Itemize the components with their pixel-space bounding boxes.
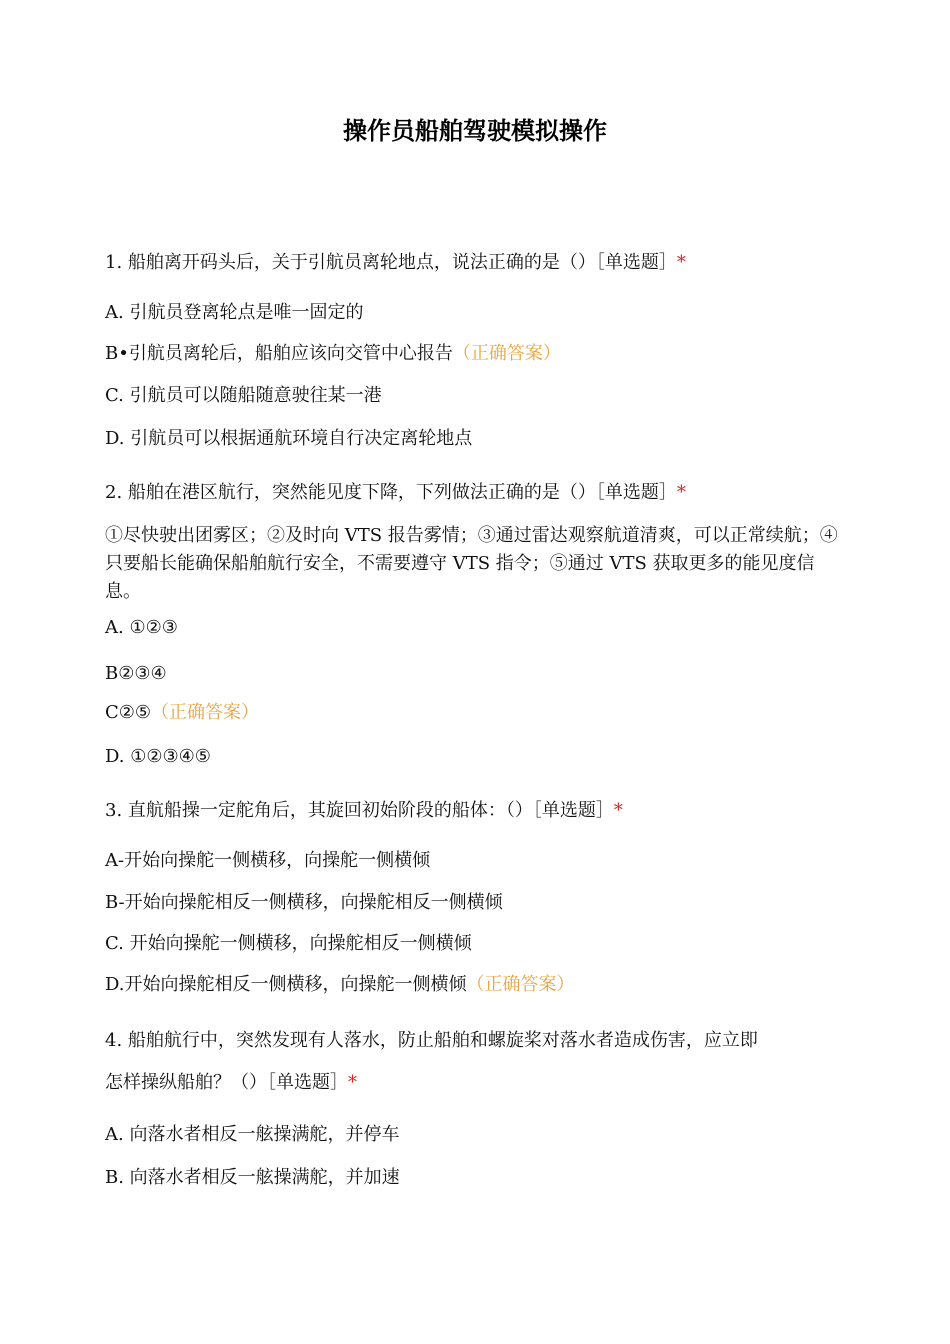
q1-option-b-text: B•引航员离轮后，船舶应该向交管中心报告: [105, 343, 453, 364]
page-title: 操作员船舶驾驶模拟操作: [343, 117, 607, 145]
q3-option-d-text: D.开始向操舵相反一侧横移，向操舵一侧横倾: [105, 974, 467, 995]
q2-option-c: [105, 699, 259, 727]
question-2: [105, 479, 686, 507]
q2-stem: ①尽快驶出团雾区；②及时向 VTS 报告雾情；③通过雷达观察航道清爽，可以正常续航；④只要船长能确保船舶航行安全，不需要遵守 VTS 指令；⑤通过 VTS 获取更多的能见度信息。: [105, 525, 838, 602]
q3-option-a: A-开始向操舵一侧横移，向操舵一侧横倾: [105, 850, 431, 871]
q1-option-c: C. 引航员可以随船随意驶往某一港: [105, 385, 382, 406]
q1-option-a: A. 引航员登离轮点是唯一固定的: [105, 302, 364, 323]
q3-option-d: [105, 971, 575, 999]
question-1-text: 1. 船舶离开码头后，关于引航员离轮地点，说法正确的是（）［单选题］: [105, 252, 677, 273]
required-star: *: [348, 1072, 357, 1093]
question-1: [105, 249, 686, 277]
q3-option-b: B-开始向操舵相反一侧横移，向操舵相反一侧横倾: [105, 892, 503, 913]
required-star: *: [676, 252, 686, 273]
q1-option-b: [105, 340, 561, 368]
question-4-line-1: 4. 船舶航行中，突然发现有人落水，防止船舶和螺旋桨对落水者造成伤害，应立即: [105, 1030, 758, 1051]
required-star: *: [676, 482, 686, 503]
q2-option-d: D. ①②③④⑤: [105, 746, 211, 767]
q2-option-b: B②③④: [105, 663, 167, 684]
q1-option-d: D. 引航员可以根据通航环境自行决定离轮地点: [105, 428, 473, 449]
q2-option-c-text: C②⑤: [105, 702, 152, 723]
correct-answer-mark: （正确答案）: [452, 343, 561, 364]
required-star: *: [613, 800, 623, 821]
q2-option-a: A. ①②③: [105, 617, 178, 638]
correct-answer-mark: （正确答案）: [466, 974, 575, 995]
q4-option-a: A. 向落水者相反一舷操满舵，并停车: [105, 1124, 400, 1145]
question-4-line-2: [105, 1069, 357, 1097]
question-2-text: 2. 船舶在港区航行，突然能见度下降，下列做法正确的是（）［单选题］: [105, 482, 677, 503]
correct-answer-mark: （正确答案）: [151, 702, 260, 723]
q3-option-c: C. 开始向操舵一侧横移，向操舵相反一侧横倾: [105, 933, 472, 954]
q4-option-b: B. 向落水者相反一舷操满舵，并加速: [105, 1167, 400, 1188]
question-3-text: 3. 直航船操一定舵角后，其旋回初始阶段的船体：（）［单选题］: [105, 800, 614, 821]
question-4-text: 怎样操纵船舶？（）［单选题］: [105, 1072, 348, 1093]
question-3: [105, 797, 623, 825]
